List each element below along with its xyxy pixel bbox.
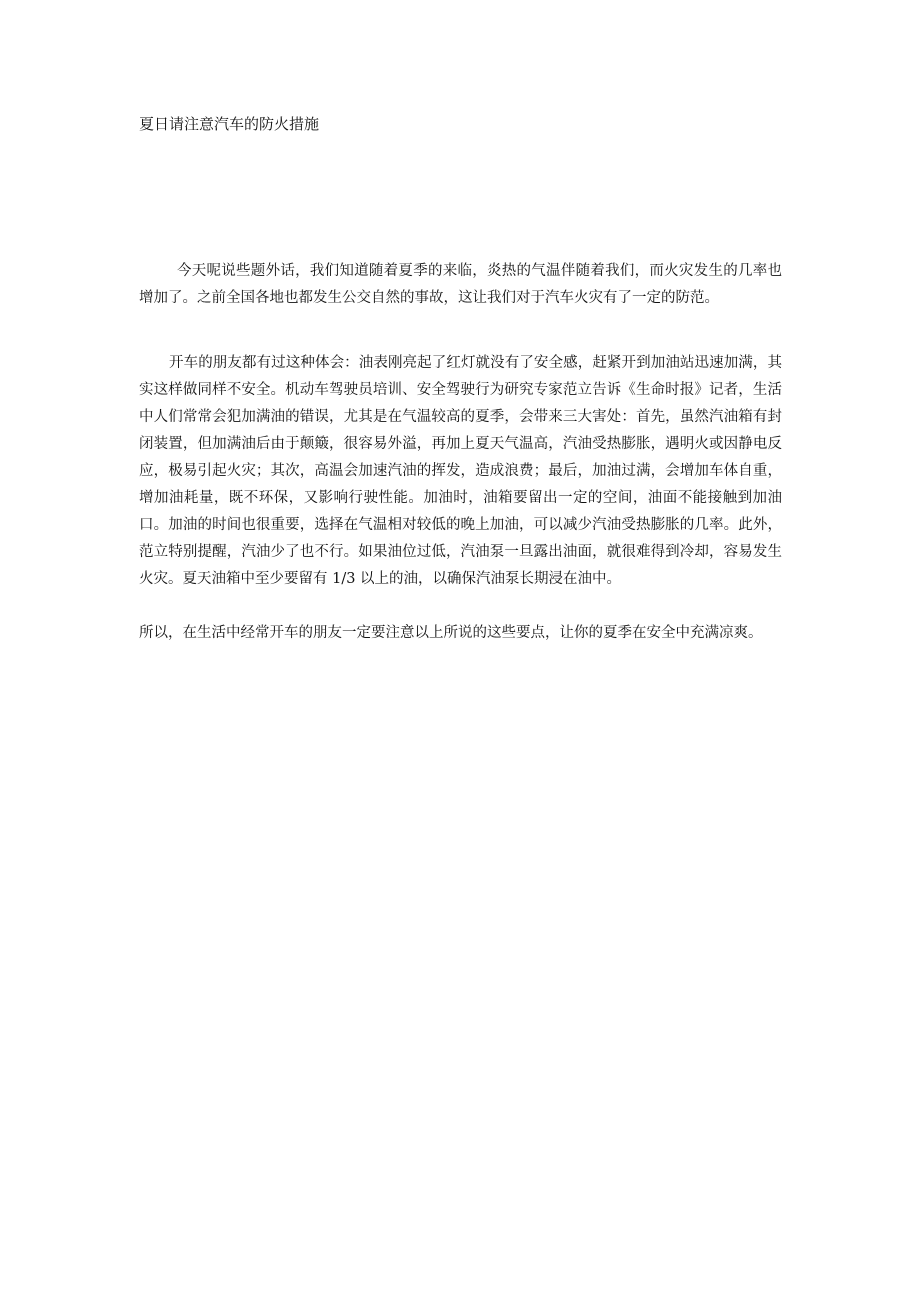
- document-title: 夏日请注意汽车的防火措施: [139, 115, 320, 133]
- paragraph-intro: 今天呢说些题外话，我们知道随着夏季的来临，炎热的气温伴随着我们，而火灾发生的几率也增加了。之前全国各地也都发生公交自然的事故，这让我们对于汽车火灾有了一定的防范。: [139, 263, 782, 306]
- paragraph-conclusion: 所以，在生活中经常开车的朋友一定要注意以上所说的这些要点，让你的夏季在安全中充满凉爽。: [139, 625, 763, 641]
- paragraph-refueling-advice: 开车的朋友都有过这种体会：油表刚亮起了红灯就没有了安全感，赶紧开到加油站迅速加满，其实这样做同样不安全。机动车驾驶员培训、安全驾驶行为研究专家范立告诉《生命时报》记者，生活中人们常常会犯加满油的错误，尤其是在气温较高的夏季，会带来三大害处：首先，虽然汽油箱有封闭装置，但加满油后由于颠簸，很容易外溢，再加上夏天气温高，汽油受热膨胀，遇明火或因静电反应，极易引起火灾；其次，高温会加速汽油的挥发，造成浪费；最后，加油过满，会增加车体自重，增加油耗量，既不环保，又影响行驶性能。加油时，油箱要留出一定的空间，油面不能接触到加油口。加油的时间也很重要，选择在气温相对较低的晚上加油，可以减少汽油受热膨胀的几率。此外，范立特别提醒，汽油少了也不行。如果油位过低，汽油泵一旦露出油面，就很难得到冷却，容易发生火灾。夏天油箱中至少要留有 1/3 以上的油，以确保汽油泵长期浸在油中。: [139, 355, 782, 587]
